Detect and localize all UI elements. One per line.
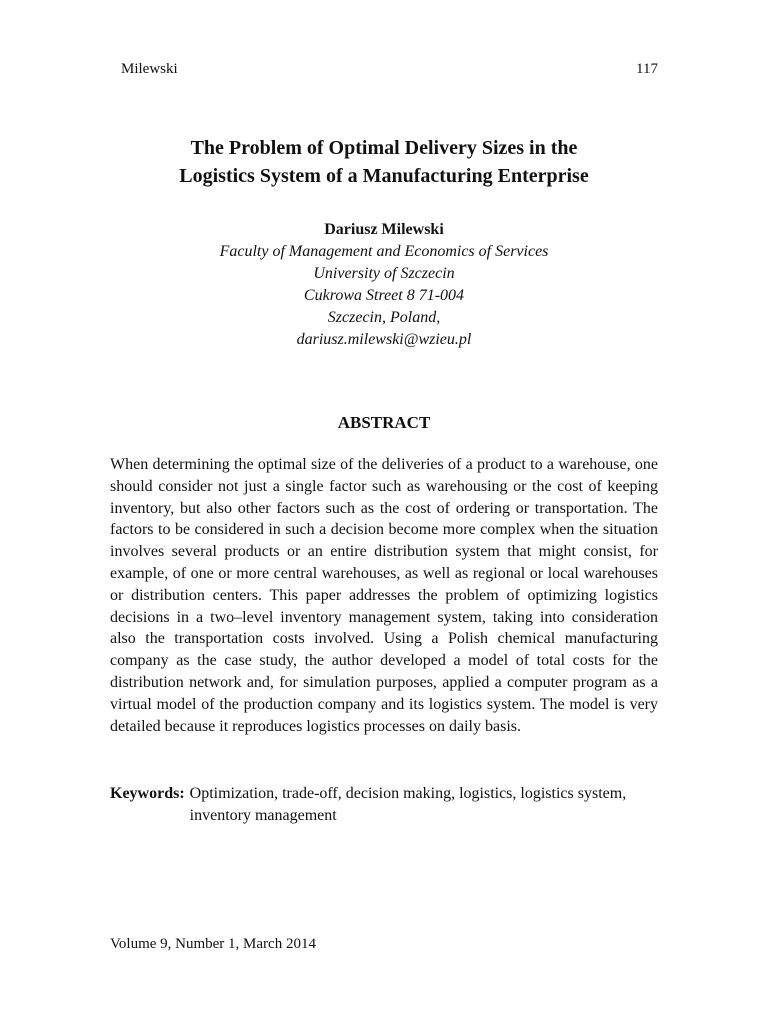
- affiliation-city: Szczecin, Poland,: [327, 309, 441, 326]
- affiliation-street: Cukrowa Street 8 71-004: [303, 287, 465, 304]
- keywords-label: Keywords:: [110, 785, 185, 802]
- author-name: Dariusz Milewski: [324, 221, 444, 238]
- keywords-text: Optimization, trade-off, decision making, logistics, logistics system, inventory management: [189, 785, 627, 824]
- author-email: dariusz.milewski@wzieu.pl: [296, 331, 472, 348]
- affiliation-university: University of Szczecin: [313, 265, 455, 282]
- title-line-1: The Problem of Optimal Delivery Sizes in the: [190, 137, 578, 159]
- keywords-block: [110, 783, 658, 827]
- paper-title: [0, 134, 768, 190]
- title-line-2: Logistics System of a Manufacturing Enterprise: [179, 165, 589, 187]
- page-number: 117: [636, 61, 658, 77]
- running-author: Milewski: [121, 61, 178, 77]
- abstract-text: When determining the optimal size of the deliveries of a product to a warehouse, one should consider not just a single factor such as warehousing or the cost of keeping inventory, but also other factors such as the cost of ordering or transportation. The factors to be considered in such a decision become more complex when the situation involves several products or an entire distribution system that might consist, for example, of one or more central warehouses, as well as regional or local warehouses or distribution centers. This paper addresses the problem of optimizing logistics decisions in a two–level inventory management system, taking into consideration also the transportation costs involved. Using a Polish chemical manufacturing company as the case study, the author developed a model of total costs for the distribution network and, for simulation purposes, applied a computer program as a virtual model of the production company and its logistics system. The model is very detailed because it reproduces logistics processes on daily basis.: [110, 456, 658, 735]
- affiliation-faculty: Faculty of Management and Economics of Services: [219, 243, 549, 260]
- footer-issue: Volume 9, Number 1, March 2014: [110, 936, 316, 952]
- author-block: [0, 219, 768, 351]
- abstract-heading: ABSTRACT: [337, 413, 431, 432]
- running-header: [121, 61, 658, 78]
